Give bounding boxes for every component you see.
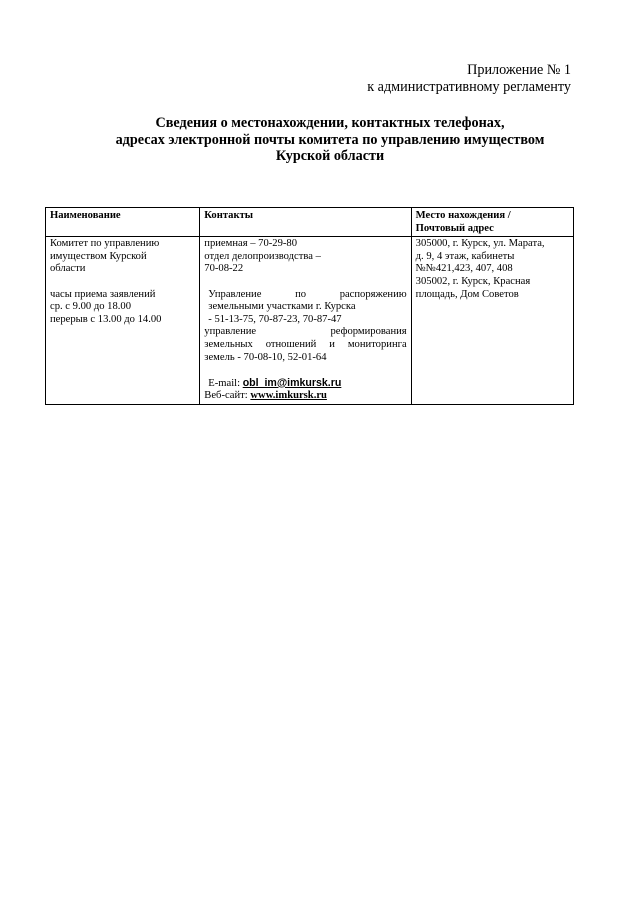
address1-line3: №№421,423, 407, 408: [415, 263, 513, 275]
address2-line2: площадь, Дом Советов: [415, 288, 519, 300]
appendix-header: [367, 62, 571, 96]
header-location: [411, 208, 573, 237]
reform-dept-line3: земель - 70-08-10, 52-01-64: [204, 351, 327, 363]
land-dept-line1: Управление по распоряжению: [208, 288, 407, 300]
contacts-table: [45, 207, 574, 405]
hours-line1: часы приема заявлений: [50, 288, 156, 300]
org-name-line2: имуществом Курской: [50, 250, 147, 262]
header-location-line1: Место нахождения /: [415, 210, 511, 221]
contacts-cell: [200, 237, 411, 405]
email-link[interactable]: obl_im@imkursk.ru: [242, 376, 342, 389]
document-title: [60, 115, 600, 165]
address1-line1: 305000, г. Курск, ул. Марата,: [415, 238, 545, 250]
land-dept-line3: - 51-13-75, 70-87-23, 70-87-47: [208, 313, 342, 325]
email-row: [204, 377, 406, 391]
records-dept-line2: 70-08-22: [204, 263, 244, 275]
table-row: [46, 237, 574, 405]
location-cell: [411, 237, 573, 405]
appendix-number: Приложение № 1: [467, 62, 571, 78]
website-link[interactable]: www.imkursk.ru: [250, 390, 327, 402]
title-line-3: Курской области: [275, 148, 385, 164]
email-label: E-mail:: [208, 377, 243, 389]
org-name-line1: Комитет по управлению: [50, 238, 160, 250]
reception-phone: приемная – 70-29-80: [204, 238, 297, 250]
address1-line2: д. 9, 4 этаж, кабинеты: [415, 250, 515, 262]
header-location-line2: Почтовый адрес: [415, 222, 494, 234]
reform-dept-line2: земельных отношений и мониторинга: [204, 338, 407, 350]
header-name: Наименование: [46, 208, 200, 237]
website-row: [204, 390, 406, 403]
header-contacts: Контакты: [200, 208, 411, 237]
land-dept-line2: земельными участками г. Курска: [208, 301, 356, 313]
website-label: Веб-сайт:: [204, 390, 251, 402]
name-cell: [46, 237, 200, 405]
table-header-row: [46, 208, 574, 237]
address2-line1: 305002, г. Курск, Красная: [415, 275, 531, 287]
hours-line3: перерыв с 13.00 до 14.00: [50, 313, 162, 325]
records-dept-line1: отдел делопроизводства –: [204, 250, 321, 262]
reform-dept-line1: управление реформирования: [204, 326, 407, 338]
title-line-2: адресах электронной почты комитета по управлению имуществом: [115, 131, 545, 148]
org-name-line3: области: [50, 263, 86, 275]
hours-line2: ср. с 9.00 до 18.00: [50, 301, 132, 313]
title-line-1: Сведения о местонахождении, контактных телефонах,: [155, 115, 505, 131]
appendix-reference: к административному регламенту: [367, 79, 571, 95]
